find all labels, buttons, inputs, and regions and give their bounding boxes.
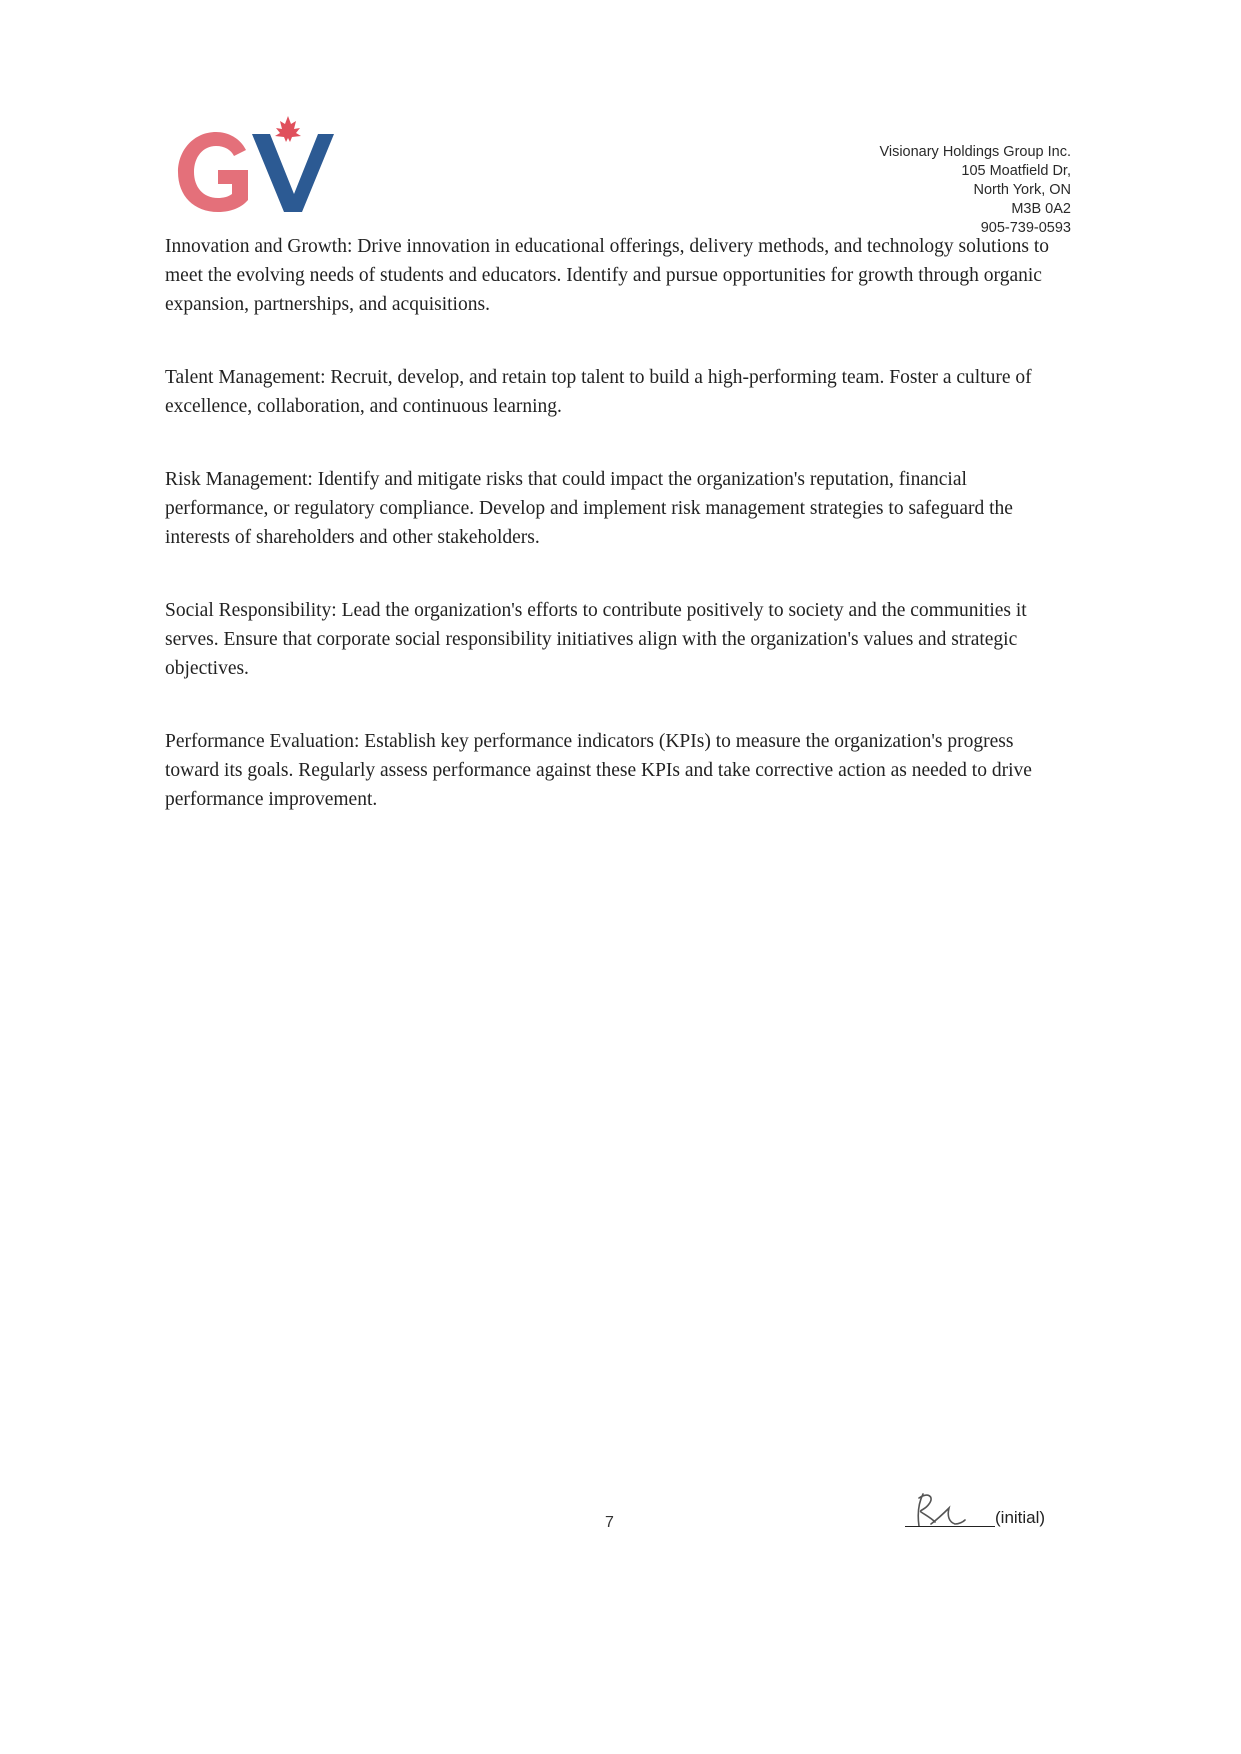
paragraph-social-responsibility: Social Responsibility: Lead the organization's efforts to contribute positively to society and the communities it serves. Ensure that corporate social responsibility initiatives align with the organization's values and strategic objectives. [165, 600, 1027, 679]
initial-label: (initial) [995, 1508, 1046, 1527]
company-street: 105 Moatfield Dr, [961, 163, 1071, 179]
company-city: North York, ON [973, 182, 1071, 198]
paragraph-talent-management: Talent Management: Recruit, develop, and retain top talent to build a high-performing team. Foster a culture of excellence, collaboration, and continuous learning. [165, 367, 1032, 417]
company-phone: 905-739-0593 [980, 220, 1071, 236]
paragraph-performance-evaluation: Performance Evaluation: Establish key performance indicators (KPIs) to measure the organization's progress toward its goals. Regularly assess performance against these KPIs and take corrective action as needed to drive performance improvement. [165, 731, 1032, 810]
company-logo [168, 112, 338, 222]
initial-field [905, 1488, 1075, 1536]
initial-underline [905, 1526, 995, 1527]
paragraph-innovation-growth: Innovation and Growth: Drive innovation in educational offerings, delivery methods, and technology solutions to meet the evolving needs of students and educators. Identify and pursue opportunities for growth through organic expansion, partnerships, and acquisitions. [165, 236, 1050, 315]
page-number: 7 [605, 1514, 614, 1531]
company-postal: M3B 0A2 [1011, 201, 1071, 217]
document-body [165, 232, 1070, 858]
paragraph-risk-management: Risk Management: Identify and mitigate risks that could impact the organization's reputation, financial performance, or regulatory compliance. Develop and implement risk management strategies to safeguard the interests of shareholders and other stakeholders. [165, 469, 1013, 548]
company-name: Visionary Holdings Group Inc. [879, 144, 1071, 160]
company-address-block [879, 143, 1071, 238]
